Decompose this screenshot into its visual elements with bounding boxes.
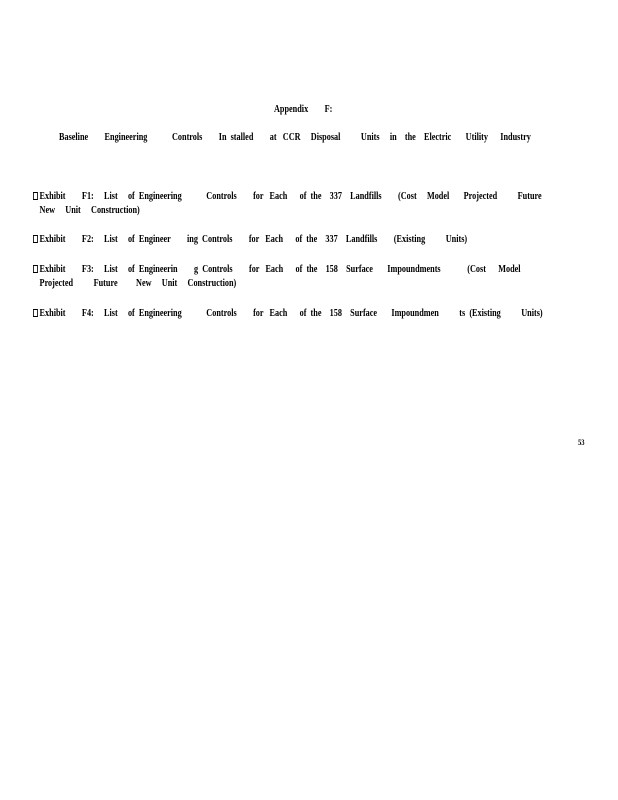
appendix-title: Appendix F: (274, 104, 333, 115)
appendix-subtitle: Baseline Engineering Controls In stalled at CCR Disposal Units in the Electric Utility Industry (59, 132, 531, 143)
exhibit-f2-line-1: Exhibit F2: List of Engineer ing Controls for Each of the 337 Landfills (Existing Units) (39, 234, 468, 245)
bullet-icon (33, 309, 38, 317)
list-item (33, 190, 583, 218)
bullet-icon (33, 265, 38, 273)
list-item (33, 263, 583, 291)
exhibit-f3-line-1: Exhibit F3: List of Engineerin g Controls for Each of the 158 Surface Impoundments (Cost Model (39, 264, 521, 275)
page-number: 53 (578, 438, 585, 447)
list-item (33, 233, 583, 247)
bullet-icon (33, 235, 38, 243)
exhibit-line (33, 307, 543, 321)
list-item (33, 307, 583, 321)
exhibit-line (33, 190, 542, 204)
exhibit-f3-line-2: Projected Future New Unit Construction) (39, 278, 237, 289)
exhibit-line (33, 233, 484, 247)
exhibit-f4-line-1: Exhibit F4: List of Engineering Controls for Each of the 158 Surface Impoundmen ts (Existing Units) (39, 308, 543, 319)
exhibit-f1-line-2: New Unit Construction) (39, 205, 140, 216)
exhibit-f1-line-1: Exhibit F1: List of Engineering Controls for Each of the 337 Landfills (Cost Model Projected Future (39, 191, 542, 202)
exhibit-line (33, 263, 521, 277)
bullet-icon (33, 192, 38, 200)
